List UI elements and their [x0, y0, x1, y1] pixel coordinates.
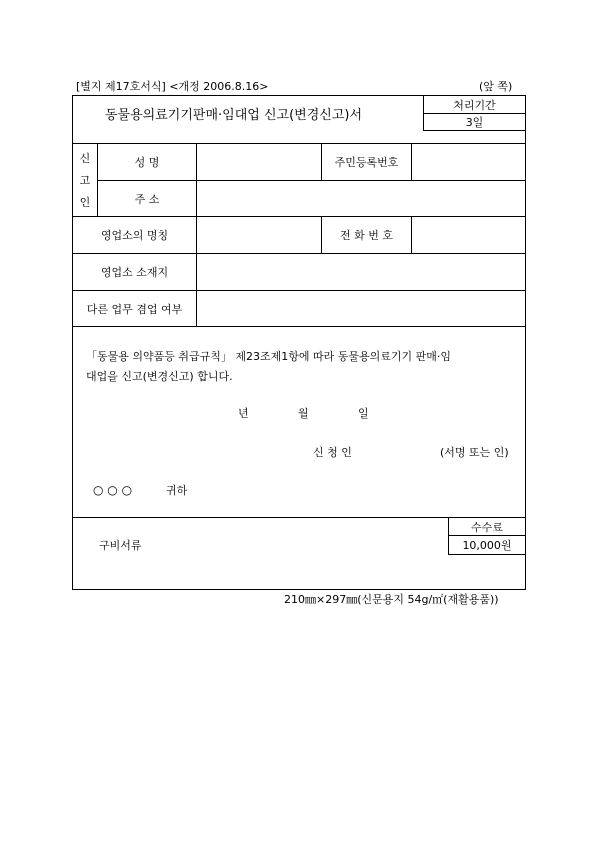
date-day-label: 일	[358, 407, 369, 420]
side-label: (앞 쪽)	[479, 80, 513, 93]
processing-period-value: 3일	[465, 116, 484, 129]
date-month-label: 월	[298, 407, 309, 420]
name-field[interactable]	[197, 144, 321, 180]
resident-id-field[interactable]	[412, 144, 525, 180]
declaration-line-1: 「동물용 의약품등 취급규칙」 제23조제1항에 따라 동물용의료기기 판매·임	[86, 350, 451, 363]
other-business-field[interactable]	[197, 291, 525, 326]
business-name-field[interactable]	[197, 217, 321, 253]
name-label: 성 명	[134, 156, 160, 169]
recipient-marks: ○ ○ ○	[93, 483, 133, 497]
applicant-sign-label: 신 청 인	[313, 446, 352, 459]
recipient-suffix: 귀하	[166, 484, 188, 497]
phone-field[interactable]	[412, 217, 525, 253]
form-number: [별지 제17호서식] <개정 2006.8.16>	[76, 80, 269, 93]
business-location-field[interactable]	[197, 254, 525, 290]
business-location-label: 영업소 소재지	[100, 266, 169, 279]
attachments-label: 구비서류	[99, 539, 142, 552]
date-day-field[interactable]	[312, 405, 354, 421]
other-business-label: 다른 업무 겸업 여부	[86, 302, 183, 316]
processing-period-label: 처리기간	[453, 98, 496, 112]
declaration-line-2: 대업을 신고(변경신고) 합니다.	[86, 370, 233, 383]
fee-value: 10,000원	[462, 539, 512, 552]
applicant-char-3: 인	[79, 196, 91, 209]
address-field[interactable]	[197, 181, 525, 216]
applicant-signature-field[interactable]	[368, 443, 434, 461]
applicant-section-label	[73, 144, 97, 216]
applicant-char-1: 신	[79, 152, 91, 165]
phone-label: 전 화 번 호	[340, 229, 393, 242]
fee-label: 수수료	[471, 520, 503, 534]
paper-spec: 210㎜×297㎜(신문용지 54g/㎡(재활용품))	[284, 593, 499, 606]
form-title: 동물용의료기기판매·임대업 신고(변경신고)서	[105, 108, 363, 123]
applicant-char-2: 고	[79, 174, 91, 187]
business-name-label: 영업소의 명칭	[100, 229, 169, 242]
date-year-label: 년	[238, 407, 249, 420]
resident-id-label: 주민등록번호	[334, 156, 399, 169]
date-month-field[interactable]	[252, 405, 294, 421]
address-label: 주 소	[134, 192, 160, 206]
signature-note: (서명 또는 인)	[440, 446, 509, 459]
